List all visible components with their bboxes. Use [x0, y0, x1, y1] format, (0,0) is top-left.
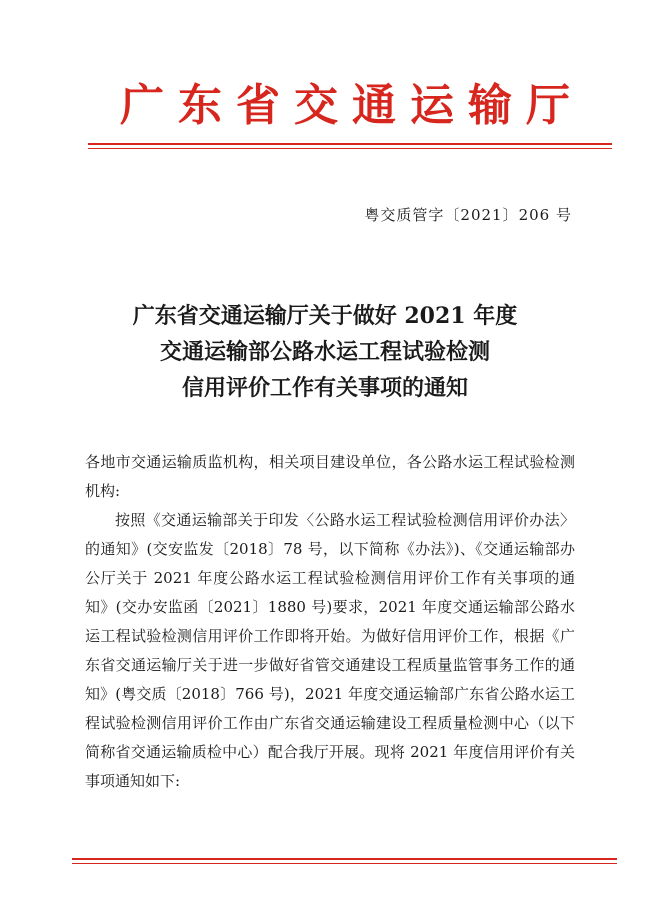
salutation: 各地市交通运输质监机构，相关项目建设单位，各公路水运工程试验检测机构: [85, 453, 575, 500]
title-line-2: 交通运输部公路水运工程试验检测 [159, 339, 490, 365]
body-paragraph: 按照《交通运输部关于印发〈公路水运工程试验检测信用评价办法〉的通知》(交安监发〔2018〕78 号，以下简称《办法》)、《交通运输部办公厅关于 2021 年度公路水运工程试验检测信用评价工作有关事项的通知》(交办安监函〔2021〕1880 号)要求，2021 年度交通运输部公路水运工程试验检测信用评价工作即将开始。为做好信用评价工作，根据《广东省交通运输厅关于进一步做好省管交通建设工程质量监管事务工作的通知》(粤交质〔2018〕766 号)，2021 年度交通运输部广东省公路水运工程试验检测信用评价工作由广东省交通运输建设工程质量检测中心（以下简称省交通运输质检中心）配合我厅开展。现将 2021 年度信用评价有关事项通知如下: [85, 511, 575, 790]
letterhead-title: 广东省交通运输厅 [120, 80, 584, 131]
footer-rule-thin [72, 863, 617, 864]
document-number: 粤交质管字〔2021〕206 号 [364, 206, 572, 224]
footer-rule-thick [72, 858, 617, 860]
document-title [60, 298, 590, 406]
document-body [85, 448, 575, 796]
title-line-1: 广东省交通运输厅关于做好 2021 年度 [132, 303, 518, 329]
header-rule-thick [88, 143, 612, 145]
title-line-3: 信用评价工作有关事项的通知 [181, 375, 468, 401]
header-rule-thin [88, 148, 612, 149]
